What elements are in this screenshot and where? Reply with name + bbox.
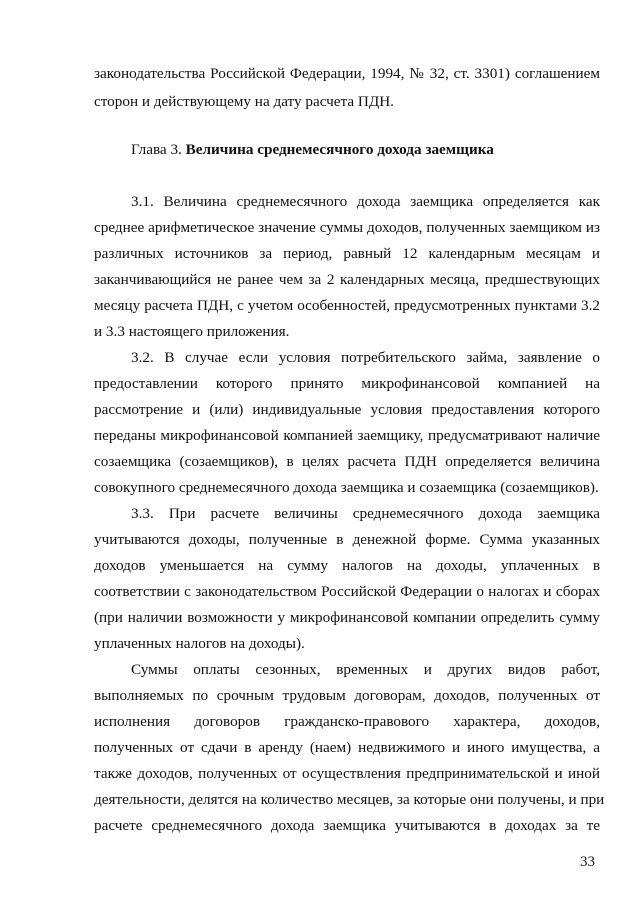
chapter-heading xyxy=(131,140,494,160)
paragraph-3-4-line: Суммы оплаты сезонных, временных и других видов работ, xyxy=(131,661,600,678)
chapter-prefix: Глава 3. xyxy=(131,141,186,158)
paragraph-3-4-line: полученных от сдачи в аренду (наем) недвижимого и иного имущества, а xyxy=(94,739,600,756)
paragraph-3-4-line: выполняемых по срочным трудовым договорам, доходов, полученных от xyxy=(94,687,600,704)
paragraph-3-1-line: различных источников за период, равный 12 календарным месяцам и xyxy=(94,245,600,262)
paragraph-3-1-line: и 3.3 настоящего приложения. xyxy=(94,323,290,340)
paragraph-3-2-line: 3.2. В случае если условия потребительского займа, заявление о xyxy=(131,349,600,366)
paragraph-3-3-line: 3.3. При расчете величины среднемесячного дохода заемщика xyxy=(131,505,600,522)
paragraph-3-3-line: доходов уменьшается на сумму налогов на доходы, уплаченных в xyxy=(94,557,600,574)
paragraph-3-4-line: расчете среднемесячного дохода заемщика учитываются в доходах за те xyxy=(94,817,600,834)
paragraph-3-3-line: (при наличии возможности у микрофинансовой компании определить сумму xyxy=(94,609,600,626)
paragraph-3-1-line: среднее арифметическое значение суммы доходов, полученных заемщиком из xyxy=(94,219,600,236)
page-number: 33 xyxy=(580,854,595,870)
paragraph-3-2-line: совокупного среднемесячного дохода заемщика и созаемщика (созаемщиков). xyxy=(94,479,599,496)
paragraph-3-4-line: также доходов, полученных от осуществления предпринимательской и иной xyxy=(94,765,600,782)
paragraph-3-3-line: соответствии с законодательством Российской Федерации о налогах и сборах xyxy=(94,583,600,600)
paragraph-3-1-line: 3.1. Величина среднемесячного дохода заемщика определяется как xyxy=(131,193,600,210)
paragraph-3-1-line: месяцу расчета ПДН, с учетом особенностей, предусмотренных пунктами 3.2 xyxy=(94,297,600,314)
intro-line: сторон и действующему на дату расчета ПДН. xyxy=(94,93,394,110)
paragraph-3-1-line: заканчивающийся не ранее чем за 2 календарных месяца, предшествующих xyxy=(94,271,600,288)
paragraph-3-4-line: исполнения договоров гражданско-правового характера, доходов, xyxy=(94,713,600,730)
paragraph-3-2-line: созаемщика (созаемщиков), в целях расчета ПДН определяется величина xyxy=(94,453,600,470)
intro-line: законодательства Российской Федерации, 1994, № 32, ст. 3301) соглашением xyxy=(94,65,600,82)
paragraph-3-3-line: уплаченных налогов на доходы). xyxy=(94,635,305,652)
paragraph-3-3-line: учитываются доходы, полученные в денежной форме. Сумма указанных xyxy=(94,531,600,548)
chapter-title: Величина среднемесячного дохода заемщика xyxy=(185,141,494,158)
paragraph-3-2-line: переданы микрофинансовой компанией заемщику, предусматривают наличие xyxy=(94,427,600,444)
paragraph-3-2-line: предоставлении которого принято микрофинансовой компанией на xyxy=(94,375,600,392)
paragraph-3-4-line: деятельности, делятся на количество месяцев, за которые они получены, и при xyxy=(94,791,605,808)
paragraph-3-2-line: рассмотрение и (или) индивидуальные условия предоставления которого xyxy=(94,401,600,418)
